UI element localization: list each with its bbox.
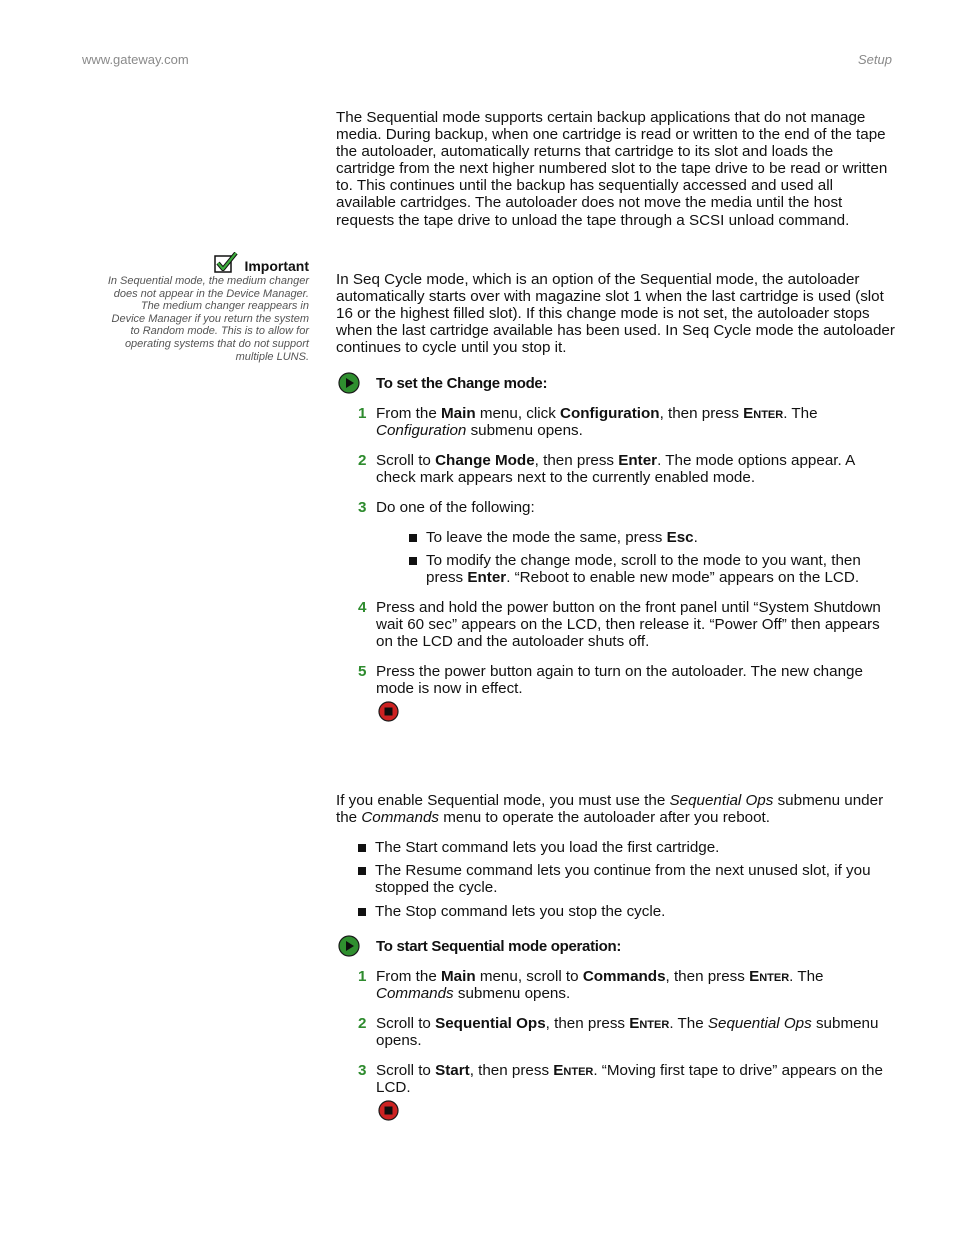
header-section: Setup bbox=[858, 52, 892, 67]
bullet-icon bbox=[358, 867, 366, 875]
seq-cycle-paragraph: In Seq Cycle mode, which is an option of the Sequential mode, the autoloader automatically starts over with magazine slot 1 when the last cartridge is used (slot 16 or the highest filled slot). If this change mode is not set, the autoloader stops when the last cartridge available has been used. In Seq Cycle mode the autoloader continues to cycle until you stop it. bbox=[336, 271, 895, 357]
step-number: 3 bbox=[358, 499, 367, 516]
step-item: 5 Press the power button again to turn on the autoloader. The new change mode is now in effect. bbox=[358, 663, 863, 698]
step-item: 2 Scroll to Change Mode, then press Enter. The mode options appear. A check mark appears next to the currently enabled mode. bbox=[358, 452, 855, 487]
step-item: 3 Do one of the following: bbox=[358, 499, 535, 516]
list-item: To modify the change mode, scroll to the mode to you want, then press Enter. “Reboot to enable new mode” appears on the LCD. bbox=[409, 552, 897, 586]
bullet-icon bbox=[358, 844, 366, 852]
list-item: To leave the mode the same, press Esc. bbox=[409, 529, 897, 546]
step-number: 2 bbox=[358, 1015, 367, 1032]
checkmark-icon bbox=[214, 252, 238, 274]
sequential-ops-paragraph: If you enable Sequential mode, you must use the Sequential Ops submenu under the Commands menu to operate the autoloader after you reboot. bbox=[336, 792, 884, 827]
procedure-title: To start Sequential mode operation: bbox=[376, 937, 622, 955]
step-number: 4 bbox=[358, 599, 367, 616]
step-number: 2 bbox=[358, 452, 367, 469]
bullet-icon bbox=[358, 908, 366, 916]
step-item: 4 Press and hold the power button on the front panel until “System Shutdown wait 60 sec” appears on the LCD, then release it. “Power Off” then appears on the LCD and the autoloader shuts off. bbox=[358, 599, 881, 651]
header-url: www.gateway.com bbox=[82, 52, 189, 67]
step-number: 5 bbox=[358, 663, 367, 680]
procedure-heading bbox=[338, 935, 621, 957]
important-text: In Sequential mode, the medium changer does not appear in the Device Manager. The medium changer reappears in Device Manager if you return the system to Random mode. This is to allow for operating systems that do not support multiple LUNS. bbox=[107, 275, 309, 363]
sequential-intro-paragraph: The Sequential mode supports certain backup applications that do not manage media. During backup, when one cartridge is read or written to the end of the tape the autoloader, automatically returns that cartridge to its slot and loads the cartridge from the next higher numbered slot to the tape drive to be read or written to. This continues until the backup has sequentially accessed and used all available cartridges. The autoloader does not move the media until the host requests the tape drive to unload the tape through a SCSI unload command. bbox=[336, 109, 888, 229]
step-item: 1 From the Main menu, scroll to Commands, then press Enter. The Commands submenu opens. bbox=[358, 968, 824, 1003]
step-item: 2 Scroll to Sequential Ops, then press Enter. The Sequential Ops submenu opens. bbox=[358, 1015, 879, 1050]
procedure-title: To set the Change mode: bbox=[376, 374, 548, 392]
bullet-icon bbox=[409, 557, 417, 565]
step-number: 1 bbox=[358, 405, 367, 422]
step-number: 3 bbox=[358, 1062, 367, 1079]
stop-icon bbox=[378, 701, 399, 722]
step-item: 1 From the Main menu, click Configuration, then press Enter. The Configuration submenu opens. bbox=[358, 405, 818, 440]
list-item: The Start command lets you load the first cartridge. bbox=[358, 839, 898, 856]
important-label: Important bbox=[244, 258, 309, 274]
procedure-arrow-icon bbox=[338, 372, 360, 394]
list-item: The Stop command lets you stop the cycle. bbox=[358, 903, 898, 920]
procedure-heading bbox=[338, 372, 547, 394]
step-item: 3 Scroll to Start, then press Enter. “Moving first tape to drive” appears on the LCD. bbox=[358, 1062, 883, 1097]
bullet-icon bbox=[409, 534, 417, 542]
list-item: The Resume command lets you continue from the next unused slot, if you stopped the cycle. bbox=[358, 862, 898, 896]
stop-icon bbox=[378, 1100, 399, 1121]
procedure-arrow-icon bbox=[338, 935, 360, 957]
step-number: 1 bbox=[358, 968, 367, 985]
important-note bbox=[100, 252, 309, 363]
